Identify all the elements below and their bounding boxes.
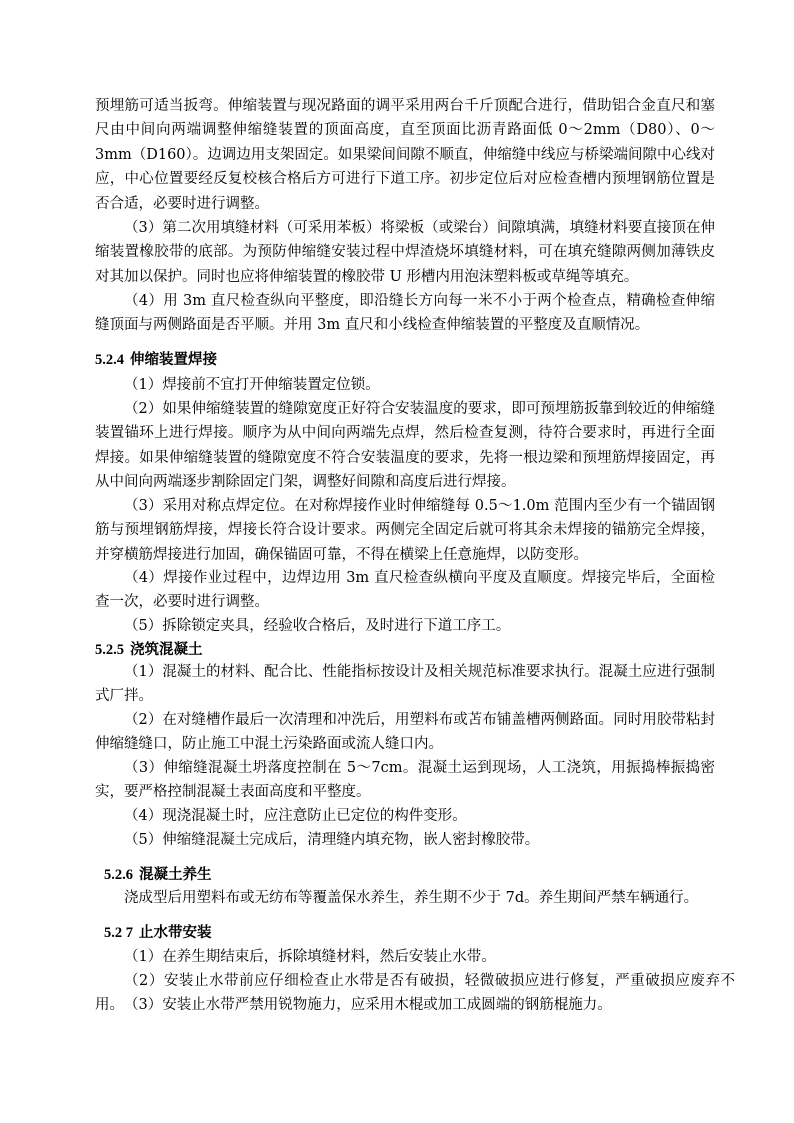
list-item: （2）安装止水带前应仔细检查止水带是否有破损，轻微破损应进行修复，严重破损应废弃不用。	[95, 973, 735, 1014]
section-title: 伸缩装置焊接	[130, 352, 217, 368]
paragraph-continuation: 预埋筋可适当扳弯。伸缩装置与现况路面的调平采用两台千斤顶配合进行，借助铝合金直尺和塞尺由中间向两端调整伸缩缝装置的顶面高度，直至顶面比沥青路面低 0～2mm（D80）、0～3mm（D160）。边调边用支架固定。如果梁间间隙不顺直，伸缩缝中线应与桥梁端间隙中心线对应，中心位置要经反复校核合格后方可进行下道工序。初步定位后对应检查槽内预埋钢筋位置是否合适，必要时进行调整。	[95, 98, 715, 212]
list-item: （1）焊接前不宜打开伸缩装置定位锁。	[124, 377, 380, 393]
list-item: （3）伸缩缝混凝土坍落度控制在 5～7cm。混凝土运到现场，人工浇筑，用振捣棒振捣密实，要严格控制混凝土表面高度和平整度。	[95, 760, 715, 801]
paragraph-item-3: （3）第二次用填缝材料（可采用苯板）将梁板（或梁台）间隙填满，填缝材料要直接顶在伸缩装置橡胶带的底部。为预防伸缩缝安装过程中焊渣烧坏填缝材料，可在填充缝隙两侧加薄铁皮对其加以保护。同时也应将伸缩装置的橡胶带 U 形槽内用泡沫塑料板或草绳等填充。	[95, 220, 715, 285]
section-heading-5-2-4	[95, 348, 217, 372]
list-item: （3）采用对称点焊定位。在对称焊接作业时伸缩缝每 0.5～1.0m 范围内至少有一个锚固钢筋与预埋钢筋焊接，焊接长符合设计要求。两侧完全固定后就可将其余未焊接的锚筋完全焊接，并穿横筋焊接进行加固，确保锚固可靠，不得在横梁上任意施焊，以防变形。	[95, 498, 715, 563]
section-number: 5.2.5	[95, 642, 124, 658]
list-item: （1）在养生期结束后，拆除填缝材料，然后安装止水带。	[124, 949, 496, 965]
section-number: 5.2 7	[104, 925, 133, 941]
list-item: （1）混凝土的材料、配合比、性能指标按设计及相关规范标准要求执行。混凝土应进行强制式厂拌。	[95, 664, 715, 705]
list-item: （2）如果伸缩缝装置的缝隙宽度正好符合安装温度的要求，即可预埋筋扳靠到较近的伸缩缝装置锚环上进行焊接。顺序为从中间向两端先点焊，然后检查复测，待符合要求时，再进行全面焊接。如果伸缩缝装置的缝隙宽度不符合安装温度的要求，先将一根边梁和预埋筋焊接固定，再从中间向两端逐步割除固定门架，调整好间隙和高度后进行焊接。	[95, 401, 715, 491]
paragraph-curing: 浇成型后用塑料布或无纺布等覆盖保水养生，养生期不少于 7d。养生期间严禁车辆通行。	[124, 890, 699, 906]
section-heading-5-2-7	[104, 921, 212, 945]
section-number: 5.2.6	[104, 867, 133, 883]
list-item: （4）现浇混凝土时，应注意防止已定位的构件变形。	[124, 808, 467, 824]
list-item: （5）伸缩缝混凝土完成后，清理缝内填充物，嵌人密封橡胶带。	[124, 832, 540, 848]
list-item: （2）在对缝槽作最后一次清理和冲洗后，用塑料布或苫布铺盖槽两侧路面。同时用胶带粘封伸缩缝缝口，防止施工中混土污染路面或流人缝口内。	[95, 712, 715, 753]
section-number: 5.2.4	[95, 352, 124, 368]
list-item: （5）拆除锁定夹具，经验收合格后，及时进行下道工序工。	[124, 618, 511, 634]
section-heading-5-2-5	[95, 638, 203, 662]
section-title: 混凝土养生	[139, 867, 212, 883]
list-item: （3）安装止水带严禁用锐物施力，应采用木棍或加工成圆端的钢筋棍施力。	[124, 997, 612, 1013]
list-item: （4）焊接作业过程中，边焊边用 3m 直尺检查纵横向平度及直顺度。焊接完毕后，全面检查一次，必要时进行调整。	[95, 570, 715, 611]
section-title: 止水带安装	[139, 925, 212, 941]
section-title: 浇筑混凝土	[130, 642, 203, 658]
section-heading-5-2-6	[104, 863, 212, 887]
paragraph-item-4: （4）用 3m 直尺检查纵向平整度，即沿缝长方向每一米不小于两个检查点，精确检查伸缩缝顶面与两侧路面是否平顺。并用 3m 直尺和小线检查伸缩装置的平整度及直顺情况。	[95, 293, 715, 334]
